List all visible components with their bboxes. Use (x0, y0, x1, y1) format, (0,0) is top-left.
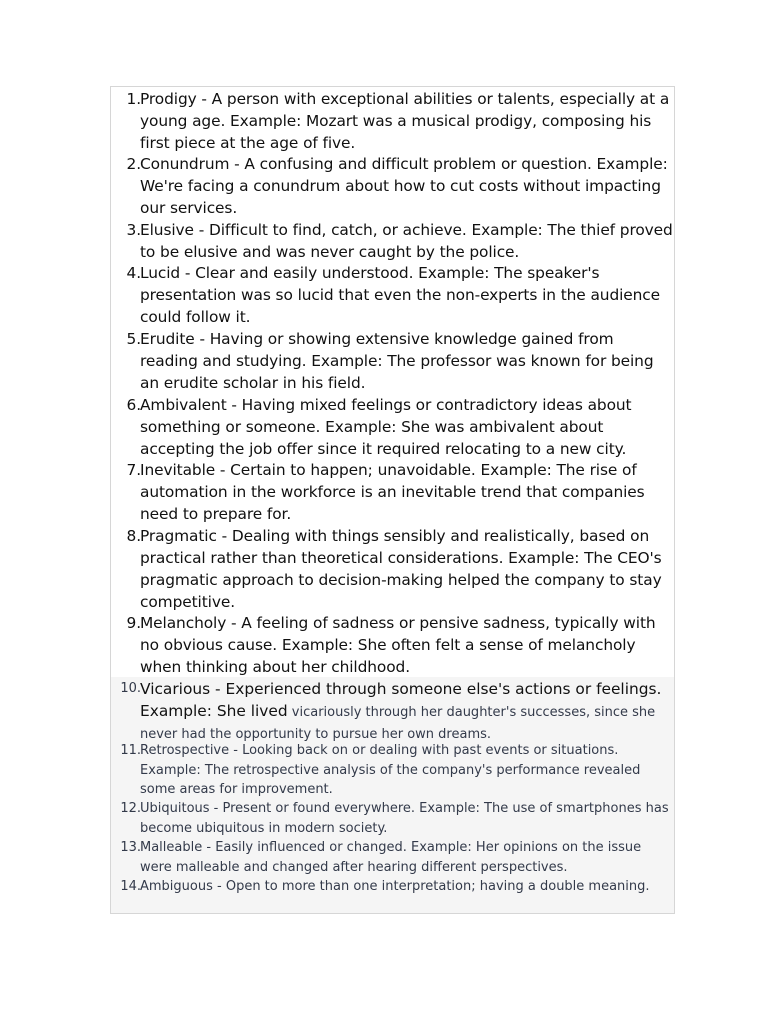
item-text: Melancholy - A feeling of sadness or pensive sadness, typically with no obvious cause. Example: She often felt a sense of melancholy when thinking about her childhood. (140, 614, 656, 676)
item-text-lead: Vicarious - Experienced through someone else's actions or feelings. Example: She lived (140, 680, 662, 720)
item-text: Ubiquitous - Present or found everywhere. Example: The use of smartphones has become ubiquitous in modern society. (140, 801, 669, 836)
item-number: 13. (120, 840, 141, 855)
item-number: 2. (126, 155, 141, 173)
item-number: 5. (126, 330, 141, 348)
item-number: 10. (120, 681, 141, 696)
item-text (140, 678, 673, 745)
document-page (110, 86, 675, 914)
item-number: 1. (126, 90, 141, 108)
item-number: 12. (120, 801, 141, 816)
item-text: Retrospective - Looking back on or dealing with past events or situations. Example: The retrospective analysis of the company's performance revealed some areas for improvement. (140, 743, 641, 797)
item-number: 3. (126, 221, 141, 239)
item-text: Inevitable - Certain to happen; unavoidable. Example: The rise of automation in the workforce is an inevitable trend that companies need to prepare for. (140, 461, 645, 523)
item-text: Lucid - Clear and easily understood. Example: The speaker's presentation was so lucid that even the non-experts in the audience could follow it. (140, 264, 661, 326)
item-text: Ambivalent - Having mixed feelings or contradictory ideas about something or someone. Example: She was ambivalent about accepting the job offer since it required relocating to a new city. (140, 396, 632, 458)
item-text-tail: vicariously through her daughter's successes, since she never had the opportunity to pursue her own dreams. (140, 705, 656, 742)
item-number: 11. (120, 743, 141, 758)
item-number: 8. (126, 527, 141, 545)
item-text: Erudite - Having or showing extensive knowledge gained from reading and studying. Example: The professor was known for being an erudite scholar in his field. (140, 330, 654, 392)
item-text: Pragmatic - Dealing with things sensibly and realistically, based on practical rather than theoretical considerations. Example: The CEO's pragmatic approach to decision-making helped the company to stay competitive. (140, 527, 662, 611)
item-number: 6. (126, 396, 141, 414)
item-number: 7. (126, 461, 141, 479)
item-number: 14. (120, 879, 141, 894)
item-text: Ambiguous - Open to more than one interpretation; having a double meaning. (140, 879, 650, 894)
item-text: Prodigy - A person with exceptional abilities or talents, especially at a young age. Example: Mozart was a musical prodigy, composing his first piece at the age of five. (140, 90, 670, 152)
item-number: 4. (126, 264, 141, 282)
item-number: 9. (126, 614, 141, 632)
item-text: Malleable - Easily influenced or changed. Example: Her opinions on the issue were malleable and changed after hearing different perspectives. (140, 840, 642, 875)
item-text: Elusive - Difficult to find, catch, or achieve. Example: The thief proved to be elusive and was never caught by the police. (140, 221, 673, 261)
item-text: Conundrum - A confusing and difficult problem or question. Example: We're facing a conundrum about how to cut costs without impacting our services. (140, 155, 668, 217)
